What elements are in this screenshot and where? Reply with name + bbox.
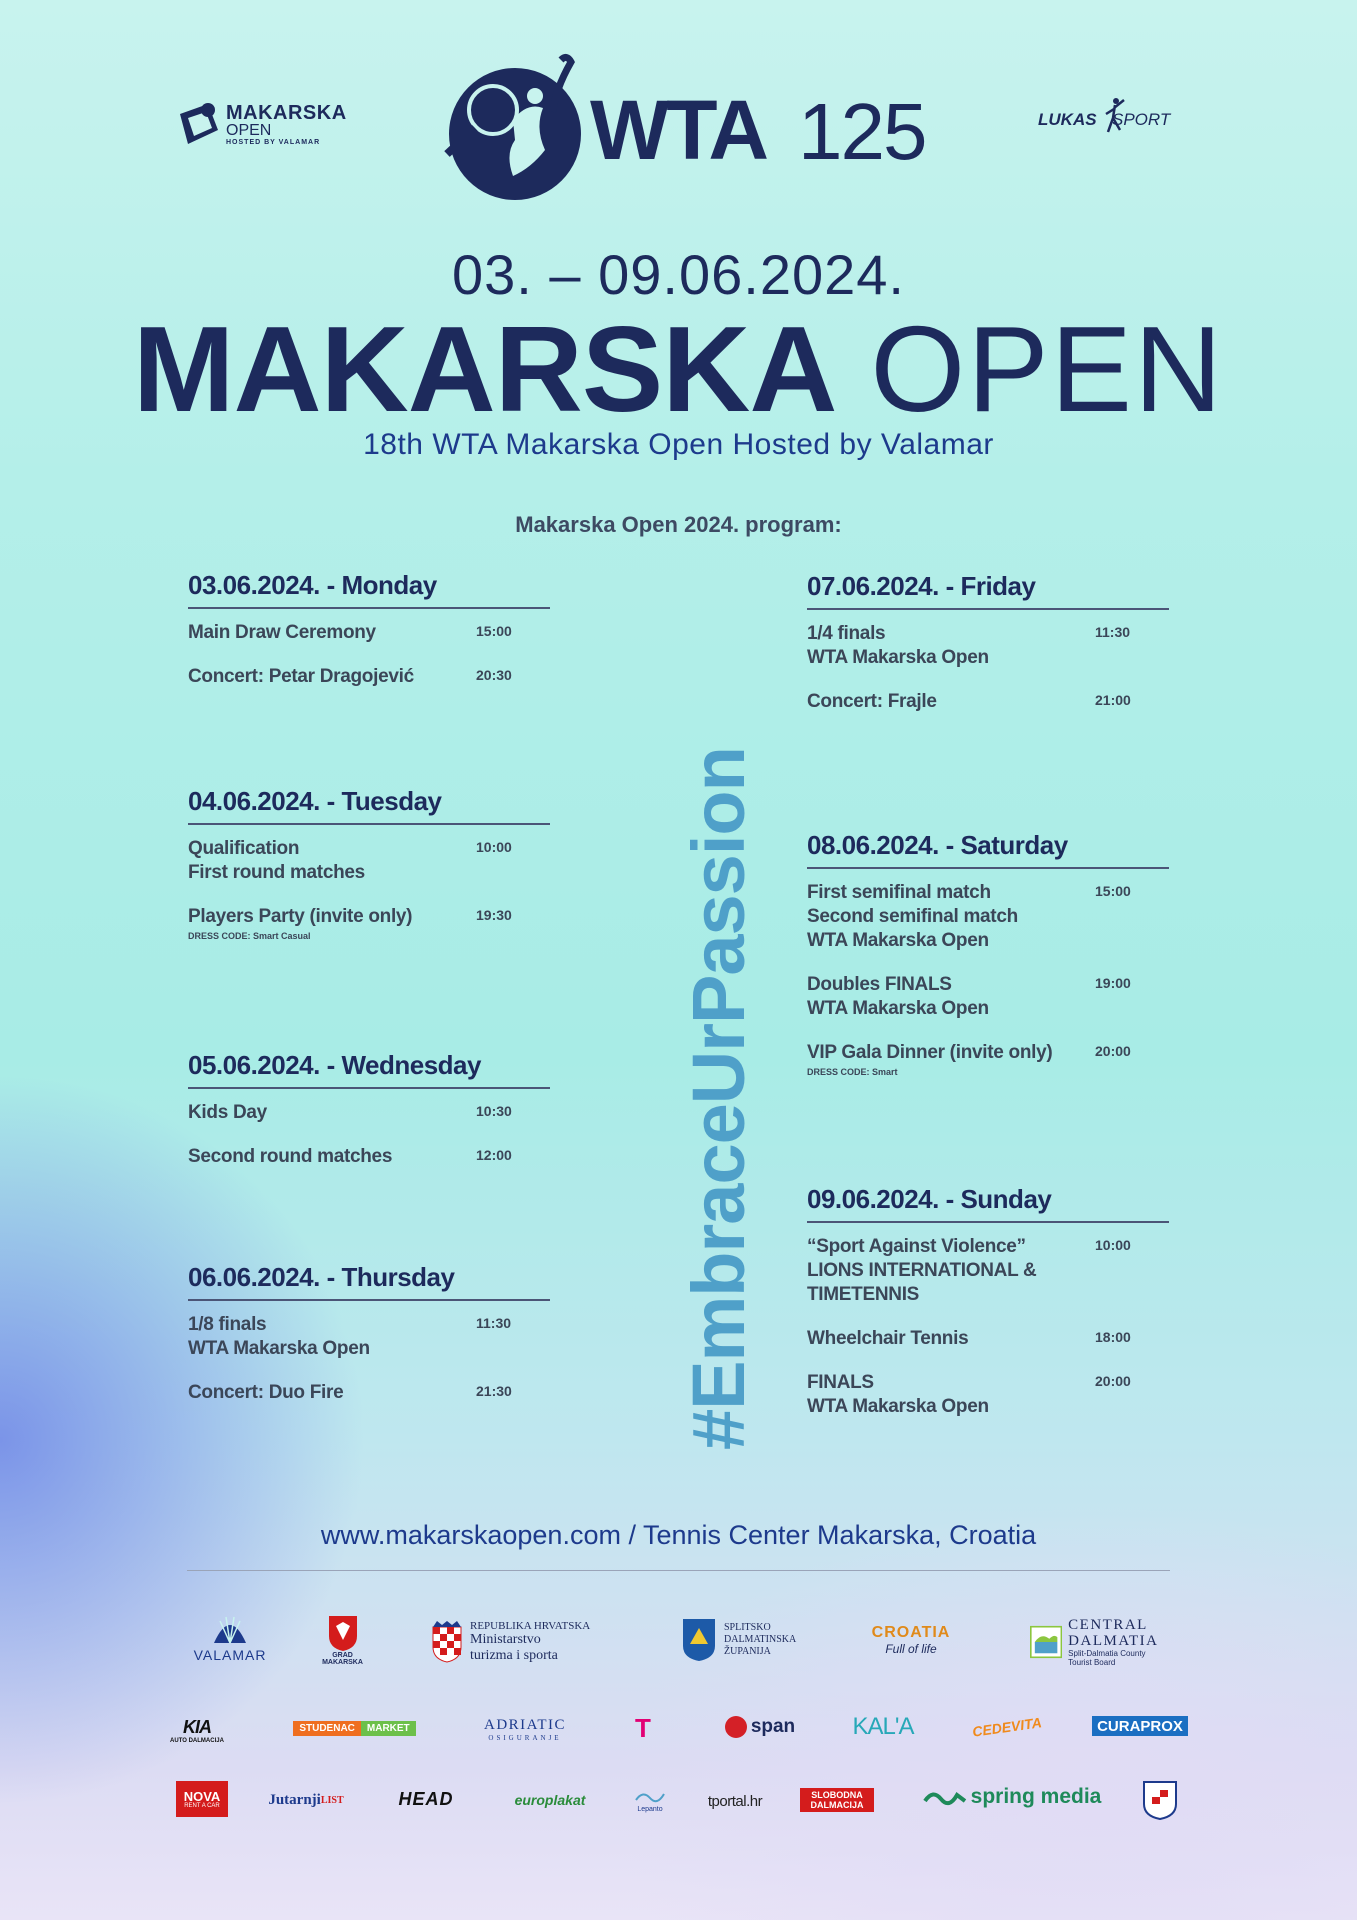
sponsor-ministry	[432, 1614, 632, 1670]
valamar-label: VALAMAR	[193, 1647, 267, 1663]
event-dates: 03. – 09.06.2024.	[452, 243, 905, 306]
sponsor-slobodna	[800, 1788, 874, 1812]
event-time: 19:30	[476, 907, 512, 923]
event-time: 18:00	[1095, 1329, 1131, 1345]
nova-line2: RENT A CAR	[184, 1802, 220, 1809]
day-block	[807, 1184, 1169, 1419]
makarska-open-logo	[178, 96, 347, 154]
central-dalmatia-line2: DALMATIA	[1068, 1633, 1159, 1649]
schedule-event	[807, 1235, 1169, 1307]
schedule-event	[188, 621, 550, 645]
ministry-line2: Ministarstvo	[470, 1632, 541, 1647]
event-time: 20:30	[476, 667, 512, 683]
span-label: span	[750, 1716, 796, 1737]
event-time: 15:00	[476, 623, 512, 639]
sponsor-cedevita: CEDEVITA	[971, 1714, 1043, 1740]
event-time: 15:00	[1095, 883, 1131, 899]
event-name: Concert: Petar Dragojević	[188, 666, 414, 687]
adriatic-line1: ADRIATIC	[484, 1716, 566, 1733]
schedule-event	[807, 881, 1169, 953]
split-line3: ŽUPANIJA	[724, 1646, 771, 1657]
sponsor-split-dalmatia	[682, 1615, 812, 1665]
schedule-event	[807, 973, 1169, 1021]
event-name: Second round matches	[188, 1146, 393, 1167]
wta-wordmark: WTA	[590, 83, 767, 177]
day-block	[188, 1050, 550, 1169]
sponsor-kala: KAL'A	[852, 1713, 914, 1740]
event-name: “Sport Against Violence” LIONS INTERNATIONAL & TIMETENNIS	[807, 1236, 1037, 1305]
day-heading: 08.06.2024. - Saturday	[807, 830, 1169, 869]
valamar-shell-icon	[210, 1613, 250, 1647]
sponsor-studenac	[292, 1719, 417, 1737]
event-time: 21:30	[476, 1383, 512, 1399]
event-time: 20:00	[1095, 1043, 1131, 1059]
logo-left-line3: HOSTED BY VALAMAR	[226, 139, 321, 146]
jutarnji-part1: Jutarnji	[268, 1791, 321, 1808]
event-time: 10:30	[476, 1103, 512, 1119]
day-heading: 09.06.2024. - Sunday	[807, 1184, 1169, 1223]
sponsor-valamar	[180, 1608, 280, 1668]
sponsor-grad-makarska	[315, 1610, 370, 1670]
dress-code-note: DRESS CODE: Smart Casual	[188, 931, 311, 941]
makarska-open-logo-icon	[178, 100, 222, 148]
kia-logo-text: KIA	[183, 1716, 211, 1737]
slobodna-line1: SLOBODNA	[811, 1790, 863, 1800]
schedule-event	[188, 837, 550, 885]
lukas-logo-part1: LUKAS	[1038, 110, 1097, 129]
croatia-line1: CROATIA	[871, 1624, 951, 1641]
sponsor-telekom: T	[635, 1712, 651, 1743]
sponsor-spring-media	[912, 1782, 1112, 1812]
sponsor-central-dalmatia	[1030, 1614, 1170, 1670]
slobodna-line2: DALMACIJA	[810, 1800, 864, 1810]
studenac-part2: MARKET	[361, 1721, 416, 1736]
event-time: 10:00	[1095, 1237, 1131, 1253]
event-time: 11:30	[1095, 624, 1131, 640]
tennis-federation-badge-icon	[1142, 1780, 1178, 1820]
sponsor-kia	[166, 1710, 228, 1750]
event-time: 21:00	[1095, 692, 1131, 708]
split-line2: DALMATINSKA	[724, 1634, 797, 1645]
ministry-line3: turizma i sporta	[470, 1648, 558, 1663]
split-line1: SPLITSKO	[724, 1622, 771, 1633]
grad-label: GRAD MAKARSKA	[322, 1652, 363, 1666]
lepanto-wave-icon	[635, 1788, 665, 1806]
event-name: FINALS WTA Makarska Open	[807, 1372, 989, 1417]
central-dalmatia-line1: CENTRAL	[1068, 1617, 1148, 1633]
central-dalmatia-line3: Split-Dalmatia County Tourist Board	[1068, 1649, 1146, 1667]
day-heading: 05.06.2024. - Wednesday	[188, 1050, 550, 1089]
day-heading: 04.06.2024. - Tuesday	[188, 786, 550, 825]
day-block	[188, 786, 550, 941]
spring-wave-icon	[923, 1787, 967, 1807]
sponsor-croatia-tourism	[866, 1614, 956, 1666]
schedule-event	[807, 690, 1169, 714]
event-title-light: OPEN	[870, 301, 1225, 437]
event-subtitle: 18th WTA Makarska Open Hosted by Valamar	[363, 428, 994, 461]
event-name: Players Party (invite only)	[188, 906, 413, 927]
day-block	[188, 1262, 550, 1405]
dress-code-note: DRESS CODE: Smart	[807, 1067, 898, 1077]
wta-player-emblem-icon	[435, 50, 583, 208]
schedule-event	[807, 1371, 1169, 1419]
event-name: Doubles FINALS WTA Makarska Open	[807, 974, 989, 1019]
embrace-hashtag: #EmbraceUrPassion	[677, 747, 760, 1450]
sponsor-head: HEAD	[398, 1788, 454, 1809]
sponsor-span	[720, 1712, 800, 1742]
lukas-logo-part2: SPORT	[1112, 110, 1171, 129]
schedule-event	[188, 665, 550, 689]
lukas-sport-logo	[1038, 96, 1183, 136]
website-location[interactable]: www.makarskaopen.com / Tennis Center Makarska, Croatia	[320, 1520, 1037, 1550]
schedule-event	[188, 905, 550, 941]
event-name: Kids Day	[188, 1102, 267, 1123]
footer-divider	[187, 1570, 1170, 1571]
sponsor-curaprox: CURAPROX	[1092, 1716, 1188, 1736]
makarska-crest-icon	[327, 1614, 359, 1652]
logo-left-line2: OPEN	[226, 122, 272, 139]
sponsor-tportal: tportal.hr	[707, 1792, 763, 1810]
event-name: Concert: Duo Fire	[188, 1382, 344, 1403]
sponsor-nova	[176, 1781, 228, 1817]
event-name: Wheelchair Tennis	[807, 1328, 969, 1349]
event-name: Main Draw Ceremony	[188, 622, 376, 643]
event-name: First semifinal match Second semifinal match WTA Makarska Open	[807, 882, 1018, 951]
event-title-bold: MAKARSKA	[132, 301, 837, 437]
day-block	[807, 571, 1169, 714]
event-name: 1/8 finals WTA Makarska Open	[188, 1314, 370, 1359]
sponsor-lepanto	[620, 1780, 680, 1820]
wta-tier-number: 125	[798, 87, 926, 176]
schedule-event	[807, 1327, 1169, 1351]
day-heading: 06.06.2024. - Thursday	[188, 1262, 550, 1301]
schedule-event	[807, 1041, 1169, 1077]
day-block	[807, 830, 1169, 1077]
adriatic-line2: OSIGURANJE	[488, 1733, 562, 1742]
event-name: 1/4 finals WTA Makarska Open	[807, 623, 989, 668]
central-dalmatia-map-icon	[1030, 1622, 1062, 1662]
event-name: Concert: Frajle	[807, 691, 937, 712]
spring-label: spring media	[970, 1785, 1102, 1808]
event-name: Qualification First round matches	[188, 838, 365, 883]
day-block	[188, 570, 550, 689]
program-label: Makarska Open 2024. program:	[515, 512, 842, 537]
studenac-part1: STUDENAC	[293, 1721, 361, 1736]
event-name: VIP Gala Dinner (invite only)	[807, 1042, 1053, 1063]
ministry-line1: REPUBLIKA HRVATSKA	[470, 1620, 591, 1632]
day-heading: 03.06.2024. - Monday	[188, 570, 550, 609]
logo-left-line1: MAKARSKA	[226, 102, 347, 124]
span-dot-icon	[725, 1716, 747, 1738]
jutarnji-part2: LIST	[320, 1794, 344, 1806]
lepanto-label: Lepanto	[637, 1805, 663, 1813]
event-title	[0, 302, 1357, 436]
croatia-line2: Full of life	[885, 1642, 937, 1656]
schedule-event	[188, 1313, 550, 1361]
event-time: 10:00	[476, 839, 512, 855]
event-time: 11:30	[476, 1315, 512, 1331]
schedule-event	[188, 1381, 550, 1405]
event-time: 19:00	[1095, 975, 1131, 991]
schedule-event	[188, 1145, 550, 1169]
event-time: 20:00	[1095, 1373, 1131, 1389]
event-time: 12:00	[476, 1147, 512, 1163]
nova-line1: NOVA	[183, 1788, 221, 1804]
croatia-checkerboard-icon	[432, 1621, 462, 1663]
split-county-crest-icon	[682, 1618, 716, 1662]
day-heading: 07.06.2024. - Friday	[807, 571, 1169, 610]
kia-dealer: AUTO DALMACIJA	[170, 1737, 224, 1744]
sponsor-jutarnji	[256, 1788, 356, 1812]
sponsor-europlakat: europlakat	[514, 1792, 586, 1808]
sponsor-adriatic	[480, 1712, 570, 1746]
schedule-event	[188, 1101, 550, 1125]
schedule-event	[807, 622, 1169, 670]
